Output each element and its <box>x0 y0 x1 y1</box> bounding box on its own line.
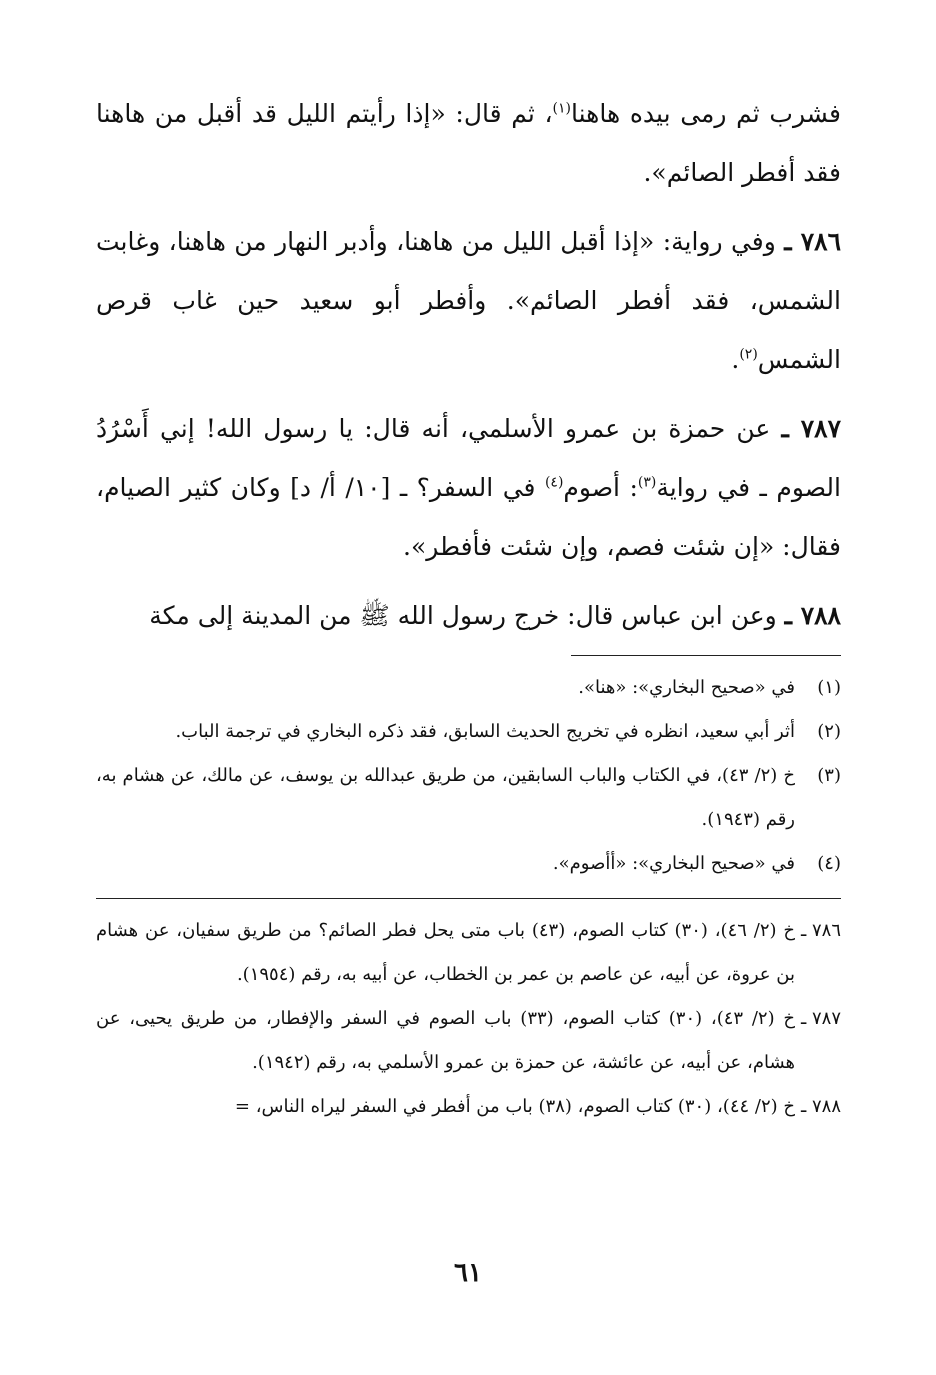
reference-text: خ (٢/ ٤٣)، (٣٠) كتاب الصوم، (٣٣) باب الصوم في السفر والإفطار، من طريق يحيى، عن هشام، عن أبيه، عن عائشة، عن حمزة بن عمرو الأسلمي به، رقم (١٩٤٢). <box>96 1008 795 1073</box>
footnote-item <box>96 754 841 842</box>
footnote-text: خ (٢/ ٤٣)، في الكتاب والباب السابقين، من طريق عبدالله بن يوسف، عن مالك، عن هشام به، رقم (١٩٤٣). <box>96 765 795 830</box>
reference-item <box>96 1085 841 1129</box>
footnote-number: (٤) <box>817 853 841 874</box>
footnote-item <box>96 842 841 886</box>
footnote-ref-4[interactable]: (٤) <box>544 474 564 491</box>
footnote-number: (٣) <box>817 765 841 786</box>
reference-text: خ (٢/ ٤٤)، (٣٠) كتاب الصوم، (٣٨) باب من أفطر في السفر ليراه الناس، = <box>234 1096 795 1117</box>
references-divider <box>96 898 841 899</box>
hadith-787-text-a: عن حمزة بن عمرو الأسلمي، أنه قال: يا رسول الله! إني أَسْرُدُ الصوم ـ في رواية <box>96 414 841 502</box>
footnote-ref-1[interactable]: (١) <box>552 100 572 117</box>
references <box>96 909 841 1129</box>
reference-item <box>96 909 841 997</box>
footnote-number: (٢) <box>817 721 841 742</box>
hadith-788 <box>96 586 841 645</box>
footnote-text: في «صحيح البخاري»: «هنا». <box>578 677 795 698</box>
hadith-786 <box>96 212 841 389</box>
paragraph-1 <box>96 84 841 202</box>
footnote-text: أثر أبي سعيد، انظره في تخريج الحديث السابق، فقد ذكره البخاري في ترجمة الباب. <box>175 721 795 742</box>
hadith-787-text-b: : أصوم <box>563 473 638 502</box>
hadith-787 <box>96 399 841 576</box>
paragraph-1-text-a: فشرب ثم رمى بيده هاهنا <box>571 99 841 128</box>
footnote-item <box>96 710 841 754</box>
footnote-number: (١) <box>817 677 841 698</box>
hadith-787-text-c: في السفر؟ ـ [١٠/ أ/ د] وكان كثير الصيام، فقال: «إن شئت فصم، وإن شئت فأفطر». <box>96 473 841 561</box>
footnote-ref-2[interactable]: (٢) <box>739 346 758 363</box>
footnote-item <box>96 666 841 710</box>
reference-number: ٧٨٦ ـ <box>800 920 841 941</box>
hadith-788-number: ٧٨٨ ـ <box>784 601 841 630</box>
footnote-ref-3[interactable]: (٣) <box>637 474 657 491</box>
reference-number: ٧٨٨ ـ <box>800 1096 841 1117</box>
hadith-786-text-a: وفي رواية: «إذا أقبل الليل من هاهنا، وأدبر النهار من هاهنا، وغابت الشمس، فقد أفطر الصائم». وأفطر أبو سعيد حين غاب قرص الشمس <box>96 227 841 374</box>
hadith-786-number: ٧٨٦ ـ <box>784 227 842 256</box>
paragraph-1-text-b: ، ثم قال: «إذا رأيتم الليل قد أقبل من هاهنا فقد أفطر الصائم». <box>96 99 841 187</box>
reference-number: ٧٨٧ ـ <box>800 1008 841 1029</box>
footnotes <box>96 666 841 886</box>
footnote-text: في «صحيح البخاري»: «أأصوم». <box>552 853 795 874</box>
hadith-786-text-b: . <box>731 345 740 374</box>
hadith-787-number: ٧٨٧ ـ <box>781 414 842 443</box>
book-page <box>96 84 841 1129</box>
footnote-divider <box>571 655 841 656</box>
main-text <box>96 84 841 645</box>
hadith-788-text-a: وعن ابن عباس قال: خرج رسول الله ﷺ من المدينة إلى مكة <box>149 601 777 630</box>
page-number: ٦١ <box>454 1258 482 1288</box>
reference-item <box>96 997 841 1085</box>
reference-text: خ (٢/ ٤٦)، (٣٠) كتاب الصوم، (٤٣) باب متى يحل فطر الصائم؟ من طريق سفيان، عن هشام بن عروة، عن أبيه، عن عاصم بن عمر بن الخطاب، عن أبيه به، رقم (١٩٥٤). <box>96 920 795 985</box>
